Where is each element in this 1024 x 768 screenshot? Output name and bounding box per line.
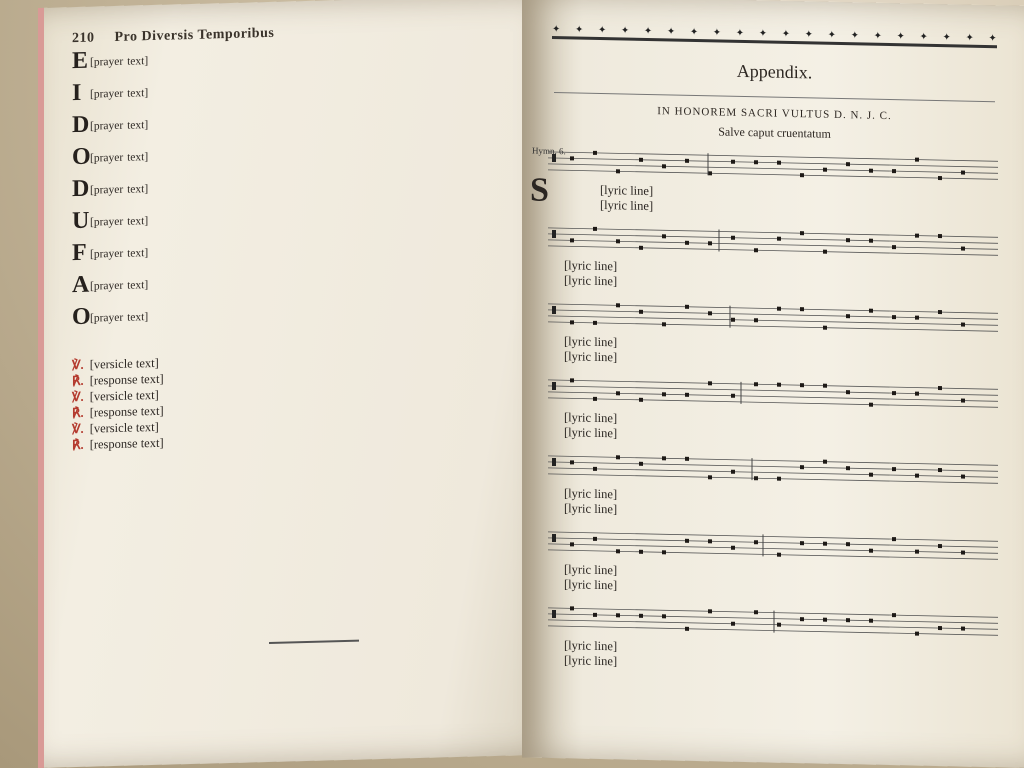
prayer-text: [prayer text] xyxy=(90,247,149,261)
drop-cap: O xyxy=(72,143,91,171)
title-rule xyxy=(554,92,995,102)
versicle-text: [versicle text] xyxy=(89,419,159,436)
hymn-label: Hymn. 6. xyxy=(532,145,566,157)
drop-cap: E xyxy=(72,47,89,75)
prayer-text: [prayer text] xyxy=(90,183,149,197)
prayer-text: [prayer text] xyxy=(90,311,149,325)
versicle-text: [versicle text] xyxy=(89,387,159,404)
prayer-text: [prayer text] xyxy=(90,279,149,293)
page-number: 210 xyxy=(72,30,95,47)
prayer-paragraph xyxy=(72,269,536,307)
versicle-symbol: ℣. xyxy=(72,357,84,373)
versicle-text: [response text] xyxy=(89,435,164,452)
prayer-list xyxy=(72,45,536,339)
lyric-line: [lyric line] xyxy=(564,486,618,502)
prayer-paragraph xyxy=(72,205,536,243)
prayer-paragraph xyxy=(72,301,536,339)
prayer-paragraph xyxy=(72,141,536,179)
appendix-title: Appendix. xyxy=(736,60,813,83)
prayer-text: [prayer text] xyxy=(90,87,149,101)
lyric-line: [lyric line] xyxy=(564,577,618,593)
lyric-line: [lyric line] xyxy=(564,410,618,426)
lyric-line: [lyric line] xyxy=(564,273,618,289)
lyric-line: [lyric line] xyxy=(564,501,618,517)
prayer-paragraph xyxy=(72,173,536,211)
prayer-text: [prayer text] xyxy=(90,151,149,165)
versicle-text: [response text] xyxy=(89,371,164,388)
running-head xyxy=(72,19,536,47)
versicle-symbol: ℟. xyxy=(72,373,84,389)
prayer-text: [prayer text] xyxy=(90,119,149,133)
lyric-line: [lyric line] xyxy=(600,182,654,199)
ornament-border: ✦ ✦ ✦ ✦ ✦ ✦ ✦ ✦ ✦ ✦ ✦ ✦ ✦ ✦ ✦ ✦ ✦ ✦ ✦ ✦ xyxy=(552,26,997,48)
versicle-symbol: ℣. xyxy=(72,389,84,405)
versicle-symbol: ℟. xyxy=(72,437,84,453)
lyric-line: [lyric line] xyxy=(564,425,618,441)
drop-cap: U xyxy=(72,207,90,235)
drop-cap: D xyxy=(72,111,90,139)
hymn-initial: S xyxy=(530,171,549,209)
lyric-line: [lyric line] xyxy=(564,562,618,578)
prayer-paragraph xyxy=(72,45,536,83)
drop-cap: F xyxy=(72,239,87,267)
versicle-list xyxy=(72,345,536,453)
lyric-line: [lyric line] xyxy=(564,653,618,669)
drop-cap: O xyxy=(72,303,91,331)
lyric-line: [lyric line] xyxy=(564,638,618,654)
open-book xyxy=(10,0,1020,768)
lyric-line: [lyric line] xyxy=(564,258,618,274)
hymn-title: Salve caput cruentatum xyxy=(718,124,831,141)
drop-cap: I xyxy=(72,79,82,107)
right-page xyxy=(522,0,1024,768)
section-heading: IN HONOREM SACRI VULTUS D. N. J. C. xyxy=(657,105,892,123)
prayer-paragraph xyxy=(72,77,536,115)
prayer-text: [prayer text] xyxy=(90,215,149,229)
lyric-line: [lyric line] xyxy=(564,349,618,365)
versicle-text: [versicle text] xyxy=(89,355,159,372)
lyric-line: [lyric line] xyxy=(600,197,654,214)
drop-cap: D xyxy=(72,175,90,203)
versicle-symbol: ℟. xyxy=(72,405,84,421)
prayer-text: [prayer text] xyxy=(90,55,149,69)
chant-notation xyxy=(540,146,1009,678)
left-page xyxy=(38,0,564,768)
lyric-line: [lyric line] xyxy=(564,334,618,350)
prayer-paragraph xyxy=(72,237,536,275)
drop-cap: A xyxy=(72,271,90,299)
prayer-paragraph xyxy=(72,109,536,147)
versicle-text: [response text] xyxy=(89,403,164,420)
versicle-symbol: ℣. xyxy=(72,421,84,437)
running-head-title: Pro Diversis Temporibus xyxy=(114,25,275,45)
